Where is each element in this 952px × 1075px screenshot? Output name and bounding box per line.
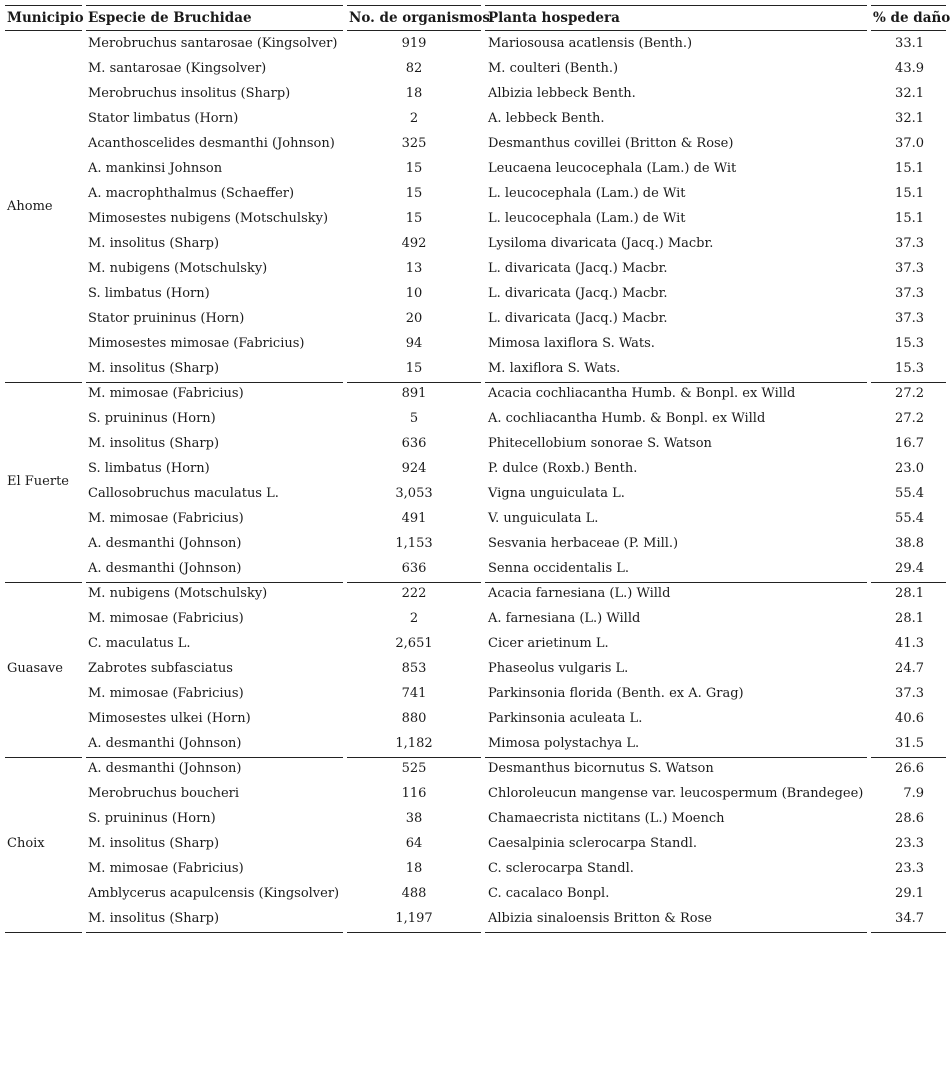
dano-cell: 41.3 bbox=[895, 636, 924, 651]
organismos-cell: 94 bbox=[405, 336, 423, 351]
organismos-cell: 491 bbox=[401, 511, 427, 526]
planta-cell: P. dulce (Roxb.) Benth. bbox=[488, 461, 638, 476]
organismos-cell: 853 bbox=[401, 661, 427, 676]
dano-cell: 33.1 bbox=[895, 36, 924, 51]
dano-cell: 28.6 bbox=[895, 811, 924, 826]
dano-cell: 40.6 bbox=[895, 711, 924, 726]
organismos-cell: 924 bbox=[401, 461, 427, 476]
dano-cell: 15.3 bbox=[895, 361, 924, 376]
organismos-cell: 488 bbox=[401, 886, 427, 901]
planta-cell: L. leucocephala (Lam.) de Wit bbox=[488, 211, 686, 226]
organismos-cell: 525 bbox=[401, 761, 427, 776]
planta-cell: Vigna unguiculata L. bbox=[488, 486, 625, 501]
especie-cell: S. pruininus (Horn) bbox=[88, 411, 216, 426]
especie-cell: M. mimosae (Fabricius) bbox=[88, 861, 244, 876]
planta-cell: C. cacalaco Bonpl. bbox=[488, 886, 610, 901]
especie-cell: Mimosestes nubigens (Motschulsky) bbox=[88, 211, 329, 226]
organismos-cell: 2,651 bbox=[395, 636, 433, 651]
organismos-cell: 2 bbox=[409, 111, 419, 126]
municipio-cell: El Fuerte bbox=[7, 473, 69, 489]
dano-cell: 37.3 bbox=[895, 286, 924, 301]
municipio-cell: Ahome bbox=[7, 198, 53, 214]
top-rule bbox=[871, 5, 946, 6]
group-rule bbox=[5, 932, 82, 933]
header-rule bbox=[86, 30, 343, 31]
planta-cell: Mariosousa acatlensis (Benth.) bbox=[488, 36, 693, 51]
especie-cell: Stator limbatus (Horn) bbox=[88, 111, 239, 126]
top-rule bbox=[5, 5, 82, 6]
organismos-cell: 5 bbox=[409, 411, 419, 426]
organismos-cell: 64 bbox=[405, 836, 423, 851]
especie-cell: M. insolitus (Sharp) bbox=[88, 911, 220, 926]
especie-cell: Merobruchus santarosae (Kingsolver) bbox=[88, 36, 338, 51]
planta-cell: Desmanthus bicornutus S. Watson bbox=[488, 761, 714, 776]
planta-cell: L. divaricata (Jacq.) Macbr. bbox=[488, 261, 668, 276]
dano-cell: 15.1 bbox=[895, 211, 924, 226]
especie-cell: S. limbatus (Horn) bbox=[88, 286, 210, 301]
organismos-cell: 15 bbox=[405, 186, 423, 201]
dano-cell: 37.0 bbox=[895, 136, 924, 151]
organismos-cell: 18 bbox=[405, 861, 423, 876]
dano-cell: 31.5 bbox=[895, 736, 924, 751]
especie-cell: M. insolitus (Sharp) bbox=[88, 836, 220, 851]
planta-cell: Mimosa laxiflora S. Wats. bbox=[488, 336, 655, 351]
dano-cell: 23.3 bbox=[895, 861, 924, 876]
especie-cell: M. mimosae (Fabricius) bbox=[88, 511, 244, 526]
dano-cell: 29.1 bbox=[895, 886, 924, 901]
dano-cell: 27.2 bbox=[895, 411, 924, 426]
planta-cell: Chloroleucun mangense var. leucospermum (Brandegee) bbox=[488, 786, 864, 801]
planta-cell: A. lebbeck Benth. bbox=[488, 111, 605, 126]
especie-cell: Amblycerus acapulcensis (Kingsolver) bbox=[88, 886, 340, 901]
especie-cell: M. mimosae (Fabricius) bbox=[88, 686, 244, 701]
group-rule bbox=[485, 382, 867, 383]
organismos-cell: 1,197 bbox=[395, 911, 433, 926]
group-rule bbox=[86, 582, 343, 583]
planta-cell: Mimosa polystachya L. bbox=[488, 736, 640, 751]
header-rule bbox=[871, 30, 946, 31]
organismos-cell: 15 bbox=[405, 211, 423, 226]
dano-cell: 32.1 bbox=[895, 111, 924, 126]
organismos-cell: 636 bbox=[401, 561, 427, 576]
especie-cell: S. limbatus (Horn) bbox=[88, 461, 210, 476]
group-rule bbox=[347, 382, 481, 383]
especie-cell: M. insolitus (Sharp) bbox=[88, 361, 220, 376]
especie-cell: Callosobruchus maculatus L. bbox=[88, 486, 279, 501]
planta-cell: Albizia lebbeck Benth. bbox=[488, 86, 636, 101]
organismos-cell: 1,182 bbox=[395, 736, 433, 751]
dano-cell: 38.8 bbox=[895, 536, 924, 551]
dano-cell: 34.7 bbox=[895, 911, 924, 926]
header-rule bbox=[5, 30, 82, 31]
group-rule bbox=[5, 582, 82, 583]
group-rule bbox=[871, 382, 946, 383]
especie-cell: Acanthoscelides desmanthi (Johnson) bbox=[88, 136, 335, 151]
organismos-cell: 2 bbox=[409, 611, 419, 626]
top-rule bbox=[86, 5, 343, 6]
dano-cell: 28.1 bbox=[895, 611, 924, 626]
planta-cell: M. coulteri (Benth.) bbox=[488, 61, 619, 76]
planta-cell: Desmanthus covillei (Britton & Rose) bbox=[488, 136, 734, 151]
especie-cell: A. desmanthi (Johnson) bbox=[88, 736, 242, 751]
planta-cell: Acacia farnesiana (L.) Willd bbox=[488, 586, 671, 601]
group-rule bbox=[871, 582, 946, 583]
planta-cell: Albizia sinaloensis Britton & Rose bbox=[488, 911, 712, 926]
dano-cell: 15.1 bbox=[895, 186, 924, 201]
planta-cell: Parkinsonia florida (Benth. ex A. Grag) bbox=[488, 686, 744, 701]
especie-cell: M. santarosae (Kingsolver) bbox=[88, 61, 267, 76]
planta-cell: V. unguiculata L. bbox=[488, 511, 599, 526]
dano-cell: 26.6 bbox=[895, 761, 924, 776]
dano-cell: 7.9 bbox=[903, 786, 924, 801]
dano-cell: 24.7 bbox=[895, 661, 924, 676]
dano-cell: 37.3 bbox=[895, 311, 924, 326]
planta-cell: C. sclerocarpa Standl. bbox=[488, 861, 634, 876]
group-rule bbox=[347, 932, 481, 933]
top-rule bbox=[347, 5, 481, 6]
organismos-cell: 13 bbox=[405, 261, 423, 276]
planta-cell: Senna occidentalis L. bbox=[488, 561, 630, 576]
group-rule bbox=[485, 582, 867, 583]
planta-cell: Acacia cochliacantha Humb. & Bonpl. ex Willd bbox=[488, 386, 796, 401]
organismos-cell: 636 bbox=[401, 436, 427, 451]
group-rule bbox=[347, 582, 481, 583]
organismos-cell: 15 bbox=[405, 361, 423, 376]
planta-cell: A. cochliacantha Humb. & Bonpl. ex Willd bbox=[488, 411, 766, 426]
planta-cell: M. laxiflora S. Wats. bbox=[488, 361, 621, 376]
especie-cell: Mimosestes ulkei (Horn) bbox=[88, 711, 251, 726]
organismos-cell: 741 bbox=[401, 686, 427, 701]
especie-cell: A. mankinsi Johnson bbox=[88, 161, 223, 176]
especie-cell: M. insolitus (Sharp) bbox=[88, 436, 220, 451]
organismos-cell: 222 bbox=[401, 586, 427, 601]
planta-cell: Leucaena leucocephala (Lam.) de Wit bbox=[488, 161, 737, 176]
dano-cell: 43.9 bbox=[895, 61, 924, 76]
especie-cell: Stator pruininus (Horn) bbox=[88, 311, 245, 326]
group-rule bbox=[86, 757, 343, 758]
planta-cell: A. farnesiana (L.) Willd bbox=[488, 611, 641, 626]
especie-cell: C. maculatus L. bbox=[88, 636, 191, 651]
dano-cell: 16.7 bbox=[895, 436, 924, 451]
planta-cell: L. divaricata (Jacq.) Macbr. bbox=[488, 286, 668, 301]
planta-cell: Caesalpinia sclerocarpa Standl. bbox=[488, 836, 698, 851]
especie-cell: M. insolitus (Sharp) bbox=[88, 236, 220, 251]
especie-cell: M. mimosae (Fabricius) bbox=[88, 386, 244, 401]
group-rule bbox=[485, 932, 867, 933]
group-rule bbox=[485, 757, 867, 758]
dano-cell: 32.1 bbox=[895, 86, 924, 101]
header-rule bbox=[485, 30, 867, 31]
dano-cell: 27.2 bbox=[895, 386, 924, 401]
header-dano: % de daño bbox=[873, 10, 951, 26]
especie-cell: Zabrotes subfasciatus bbox=[88, 661, 233, 676]
organismos-cell: 82 bbox=[405, 61, 423, 76]
planta-cell: Sesvania herbaceae (P. Mill.) bbox=[488, 536, 679, 551]
planta-cell: Parkinsonia aculeata L. bbox=[488, 711, 643, 726]
organismos-cell: 891 bbox=[401, 386, 427, 401]
planta-cell: Cicer arietinum L. bbox=[488, 636, 609, 651]
planta-cell: L. divaricata (Jacq.) Macbr. bbox=[488, 311, 668, 326]
organismos-cell: 116 bbox=[401, 786, 427, 801]
dano-cell: 55.4 bbox=[895, 511, 924, 526]
organismos-cell: 18 bbox=[405, 86, 423, 101]
header-planta: Planta hospedera bbox=[488, 10, 620, 26]
dano-cell: 23.3 bbox=[895, 836, 924, 851]
organismos-cell: 919 bbox=[401, 36, 427, 51]
dano-cell: 28.1 bbox=[895, 586, 924, 601]
dano-cell: 29.4 bbox=[895, 561, 924, 576]
planta-cell: Phitecellobium sonorae S. Watson bbox=[488, 436, 712, 451]
especie-cell: S. pruininus (Horn) bbox=[88, 811, 216, 826]
group-rule bbox=[86, 932, 343, 933]
organismos-cell: 3,053 bbox=[395, 486, 433, 501]
organismos-cell: 880 bbox=[401, 711, 427, 726]
especie-cell: M. nubigens (Motschulsky) bbox=[88, 261, 268, 276]
especie-cell: Merobruchus boucheri bbox=[88, 786, 240, 801]
dano-cell: 37.3 bbox=[895, 261, 924, 276]
dano-cell: 37.3 bbox=[895, 686, 924, 701]
dano-cell: 55.4 bbox=[895, 486, 924, 501]
dano-cell: 15.1 bbox=[895, 161, 924, 176]
organismos-cell: 38 bbox=[405, 811, 423, 826]
especie-cell: A. desmanthi (Johnson) bbox=[88, 536, 242, 551]
especie-cell: M. mimosae (Fabricius) bbox=[88, 611, 244, 626]
group-rule bbox=[347, 757, 481, 758]
especie-cell: A. desmanthi (Johnson) bbox=[88, 761, 242, 776]
dano-cell: 15.3 bbox=[895, 336, 924, 351]
header-rule bbox=[347, 30, 481, 31]
planta-cell: Lysiloma divaricata (Jacq.) Macbr. bbox=[488, 236, 714, 251]
header-organismos: No. de organismos bbox=[349, 10, 490, 26]
organismos-cell: 20 bbox=[405, 311, 423, 326]
municipio-cell: Choix bbox=[7, 836, 45, 851]
especie-cell: A. macrophthalmus (Schaeffer) bbox=[88, 186, 295, 201]
dano-cell: 37.3 bbox=[895, 236, 924, 251]
especie-cell: A. desmanthi (Johnson) bbox=[88, 561, 242, 576]
organismos-cell: 325 bbox=[401, 136, 427, 151]
planta-cell: Phaseolus vulgaris L. bbox=[488, 661, 629, 676]
organismos-cell: 492 bbox=[401, 236, 427, 251]
organismos-cell: 1,153 bbox=[395, 536, 433, 551]
especie-cell: Mimosestes mimosae (Fabricius) bbox=[88, 336, 305, 351]
top-rule bbox=[485, 5, 867, 6]
especie-cell: Merobruchus insolitus (Sharp) bbox=[88, 86, 291, 101]
municipio-cell: Guasave bbox=[7, 661, 63, 676]
organismos-cell: 15 bbox=[405, 161, 423, 176]
planta-cell: Chamaecrista nictitans (L.) Moench bbox=[488, 811, 725, 826]
group-rule bbox=[5, 757, 82, 758]
especie-cell: M. nubigens (Motschulsky) bbox=[88, 586, 268, 601]
header-municipio: Municipio bbox=[7, 10, 84, 26]
planta-cell: L. leucocephala (Lam.) de Wit bbox=[488, 186, 686, 201]
group-rule bbox=[86, 382, 343, 383]
organismos-cell: 10 bbox=[405, 286, 423, 301]
header-especie: Especie de Bruchidae bbox=[88, 10, 252, 26]
group-rule bbox=[871, 757, 946, 758]
group-rule bbox=[871, 932, 946, 933]
dano-cell: 23.0 bbox=[895, 461, 924, 476]
group-rule bbox=[5, 382, 82, 383]
